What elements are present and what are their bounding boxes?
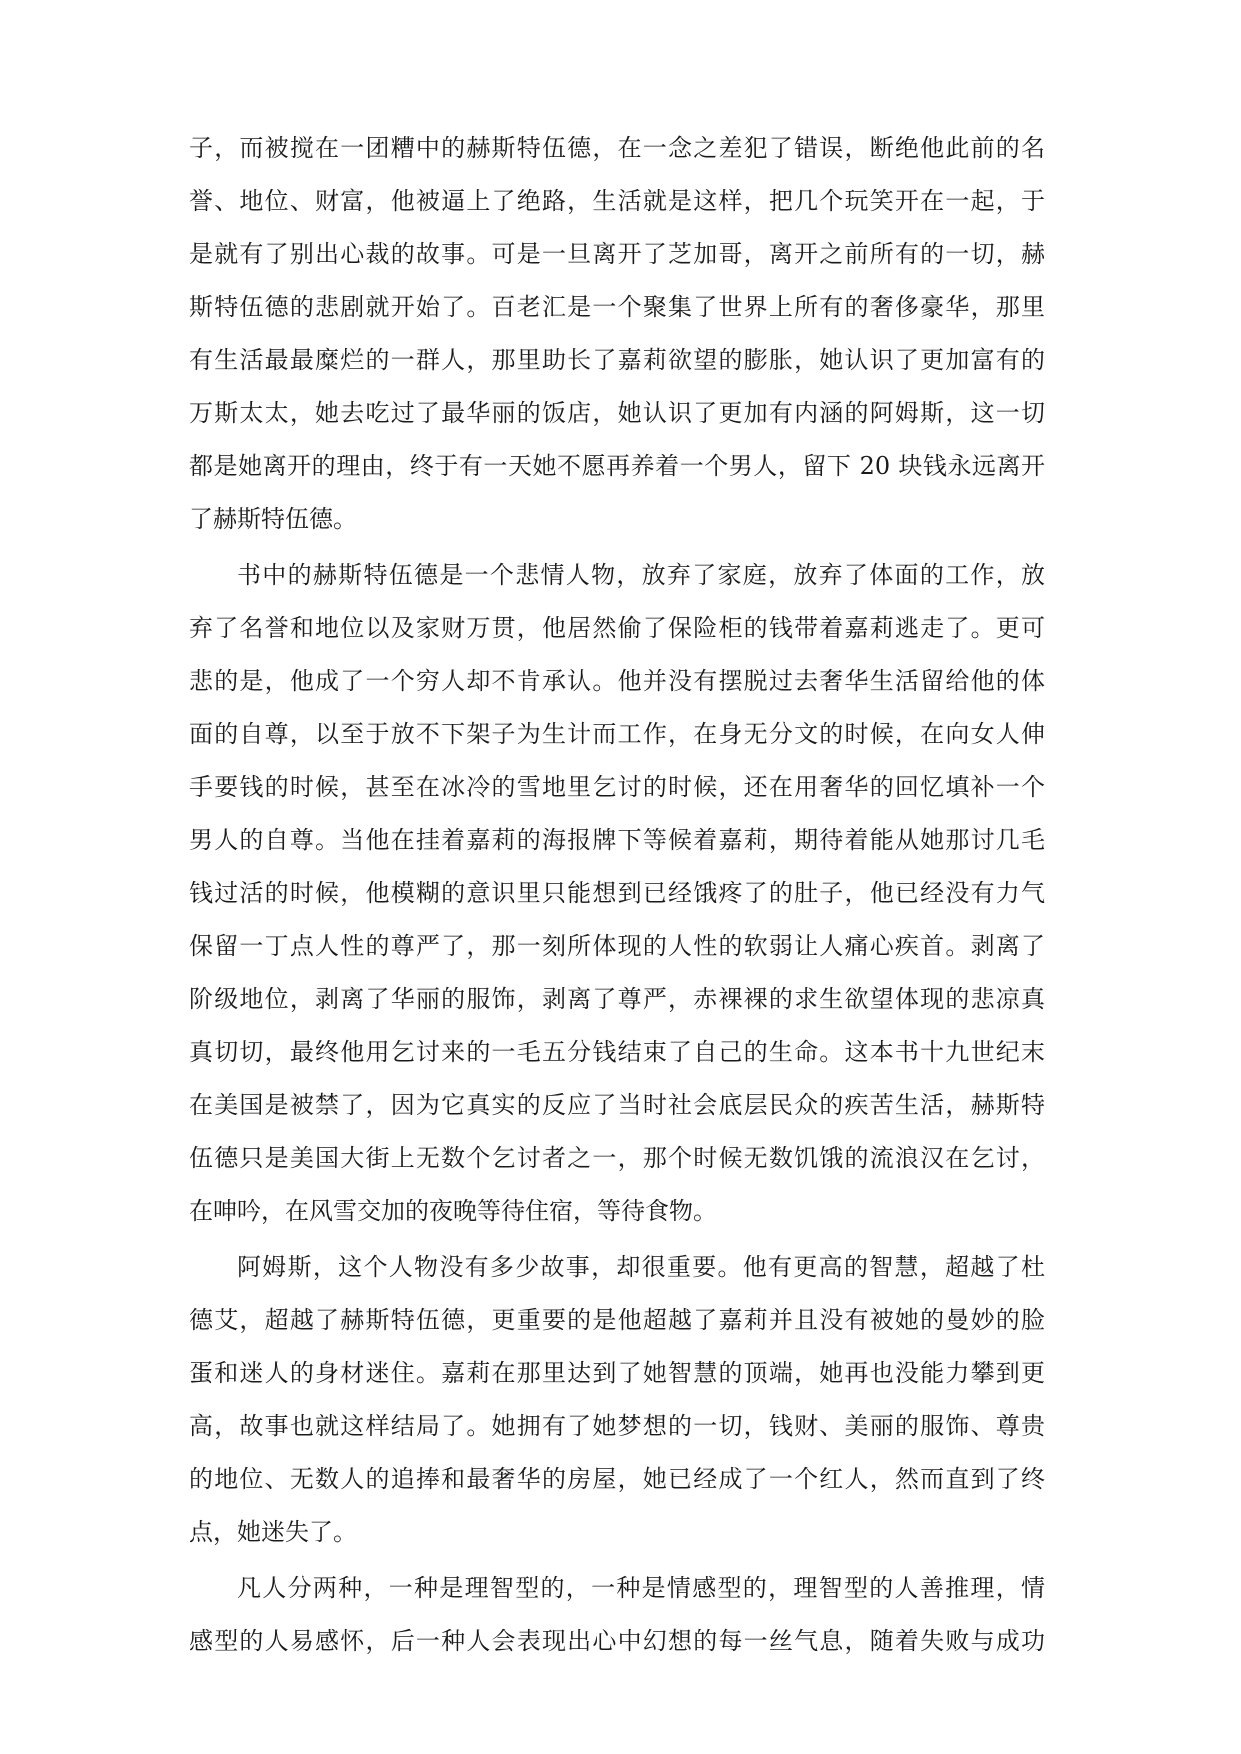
text-line: 书中的赫斯特伍德是一个悲情人物，放弃了家庭，放弃了体面的工作，放 — [237, 561, 1045, 589]
text-line: 都是她离开的理由，终于有一天她不愿再养着一个男人，留下 20 块钱永远离开 — [189, 452, 1045, 480]
text-line: 在呻吟，在风雪交加的夜晚等待住宿，等待食物。 — [189, 1197, 717, 1225]
text-line: 在美国是被禁了，因为它真实的反应了当时社会底层民众的疾苦生活，赫斯特 — [189, 1091, 1045, 1119]
text-line: 真切切，最终他用乞讨来的一毛五分钱结束了自己的生命。这本书十九世纪末 — [189, 1038, 1045, 1066]
text-line: 德艾，超越了赫斯特伍德，更重要的是他超越了嘉莉并且没有被她的曼妙的脸 — [189, 1306, 1045, 1334]
text-line: 是就有了别出心裁的故事。可是一旦离开了芝加哥，离开之前所有的一切，赫 — [189, 240, 1045, 268]
text-line: 誉、地位、财富，他被逼上了绝路，生活就是这样，把几个玩笑开在一起，于 — [189, 187, 1045, 215]
text-line: 的地位、无数人的追捧和最奢华的房屋，她已经成了一个红人，然而直到了终 — [189, 1465, 1045, 1493]
text-line: 斯特伍德的悲剧就开始了。百老汇是一个聚集了世界上所有的奢侈豪华，那里 — [189, 293, 1045, 321]
text-line: 万斯太太，她去吃过了最华丽的饭店，她认识了更加有内涵的阿姆斯，这一切 — [189, 399, 1045, 427]
text-line: 感型的人易感怀，后一种人会表现出心中幻想的每一丝气息，随着失败与成功 — [189, 1627, 1045, 1655]
text-line: 凡人分两种，一种是理智型的，一种是情感型的，理智型的人善推理，情 — [237, 1574, 1045, 1602]
text-line: 高，故事也就这样结局了。她拥有了她梦想的一切，钱财、美丽的服饰、尊贵 — [189, 1412, 1045, 1440]
text-line: 保留一丁点人性的尊严了，那一刻所体现的人性的软弱让人痛心疾首。剥离了 — [189, 932, 1045, 960]
text-line: 了赫斯特伍德。 — [189, 505, 357, 533]
text-line: 男人的自尊。当他在挂着嘉莉的海报牌下等候着嘉莉，期待着能从她那讨几毛 — [189, 826, 1045, 854]
text-line: 悲的是，他成了一个穷人却不肯承认。他并没有摆脱过去奢华生活留给他的体 — [189, 667, 1045, 695]
text-line: 点，她迷失了。 — [189, 1518, 357, 1546]
text-line: 手要钱的时候，甚至在冰冷的雪地里乞讨的时候，还在用奢华的回忆填补一个 — [189, 773, 1045, 801]
text-line: 阶级地位，剥离了华丽的服饰，剥离了尊严，赤裸裸的求生欲望体现的悲凉真 — [189, 985, 1045, 1013]
text-line: 阿姆斯，这个人物没有多少故事，却很重要。他有更高的智慧，超越了杜 — [237, 1253, 1045, 1281]
text-line: 面的自尊，以至于放不下架子为生计而工作，在身无分文的时候，在向女人伸 — [189, 720, 1045, 748]
text-line: 有生活最最糜烂的一群人，那里助长了嘉莉欲望的膨胀，她认识了更加富有的 — [189, 346, 1045, 374]
text-line: 钱过活的时候，他模糊的意识里只能想到已经饿疼了的肚子，他已经没有力气 — [189, 879, 1045, 907]
text-line: 弃了名誉和地位以及家财万贯，他居然偷了保险柜的钱带着嘉莉逃走了。更可 — [189, 614, 1045, 642]
text-line: 伍德只是美国大街上无数个乞讨者之一，那个时候无数饥饿的流浪汉在乞讨， — [189, 1144, 1045, 1172]
text-line: 子，而被搅在一团糟中的赫斯特伍德，在一念之差犯了错误，断绝他此前的名 — [189, 134, 1045, 162]
text-line: 蛋和迷人的身材迷住。嘉莉在那里达到了她智慧的顶端，她再也没能力攀到更 — [189, 1359, 1045, 1387]
